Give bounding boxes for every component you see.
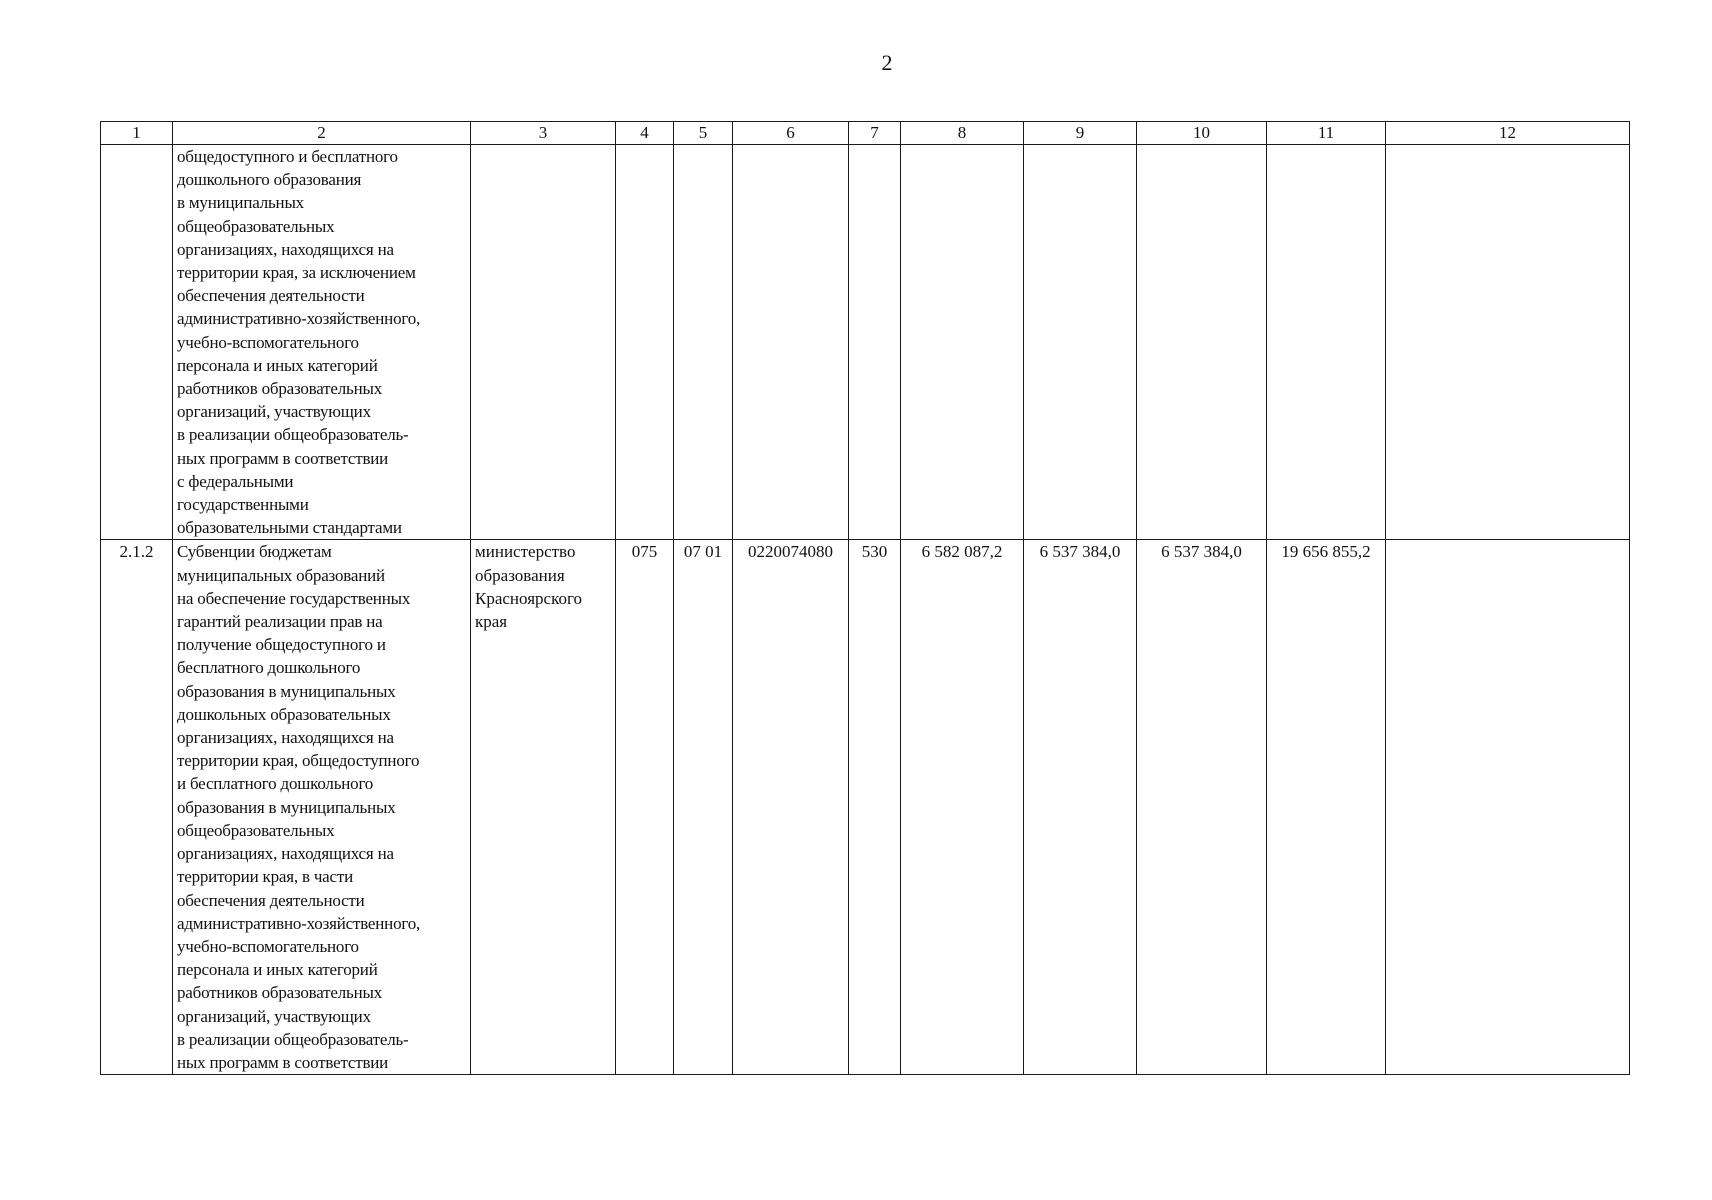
- column-header: 12: [1386, 122, 1630, 145]
- column-header: 6: [733, 122, 849, 145]
- row-cell: [733, 145, 849, 540]
- row-cell: 6 582 087,2: [901, 540, 1024, 1075]
- table-row: [101, 540, 1630, 1075]
- row-cell: [1024, 145, 1137, 540]
- column-header: 1: [101, 122, 173, 145]
- table-row: [101, 145, 1630, 540]
- column-header: 10: [1137, 122, 1267, 145]
- row-cell: [674, 145, 733, 540]
- column-header: 9: [1024, 122, 1137, 145]
- row-cell: 075: [616, 540, 674, 1075]
- column-header: 4: [616, 122, 674, 145]
- row-cell: [901, 145, 1024, 540]
- row-cell: 07 01: [674, 540, 733, 1075]
- row-id-cell: [101, 145, 173, 540]
- row-description-cell: общедоступного и бесплатного дошкольного образования в муниципальных общеобразовательных организациях, находящихся на территории края, за исключением обеспечения деятельности административно-хозяйственного, учебно-вспомогательного персонала и иных категорий работников образовательных организаций, участвующих в реализации общеобразователь- ных программ в соответствии с федеральными государственными образовательными стандартами: [173, 145, 471, 540]
- row-organization-cell: [471, 145, 616, 540]
- row-cell: [1386, 540, 1630, 1075]
- column-header: 5: [674, 122, 733, 145]
- row-organization-cell: министерство образования Красноярского края: [471, 540, 616, 1075]
- row-cell: [1267, 145, 1386, 540]
- page-number: 2: [881, 50, 893, 75]
- row-cell: [849, 145, 901, 540]
- budget-table: [100, 121, 1630, 1075]
- column-header: 2: [173, 122, 471, 145]
- row-id-cell: 2.1.2: [101, 540, 173, 1075]
- column-header: 8: [901, 122, 1024, 145]
- row-cell: [1386, 145, 1630, 540]
- column-header: 11: [1267, 122, 1386, 145]
- row-cell: 0220074080: [733, 540, 849, 1075]
- row-description-cell: Субвенции бюджетам муниципальных образований на обеспечение государственных гарантий реализации прав на получение общедоступного и бесплатного дошкольного образования в муниципальных дошкольных образовательных организациях, находящихся на территории края, общедоступного и бесплатного дошкольного образования в муниципальных общеобразовательных организациях, находящихся на территории края, в части обеспечения деятельности административно-хозяйственного, учебно-вспомогательного персонала и иных категорий работников образовательных организаций, участвующих в реализации общеобразователь- ных программ в соответствии: [173, 540, 471, 1075]
- column-header: 7: [849, 122, 901, 145]
- row-cell: 6 537 384,0: [1024, 540, 1137, 1075]
- column-header: 3: [471, 122, 616, 145]
- row-cell: [1137, 145, 1267, 540]
- row-cell: [616, 145, 674, 540]
- row-cell: 530: [849, 540, 901, 1075]
- row-cell: 6 537 384,0: [1137, 540, 1267, 1075]
- table-header-row: [101, 122, 1630, 145]
- row-cell: 19 656 855,2: [1267, 540, 1386, 1075]
